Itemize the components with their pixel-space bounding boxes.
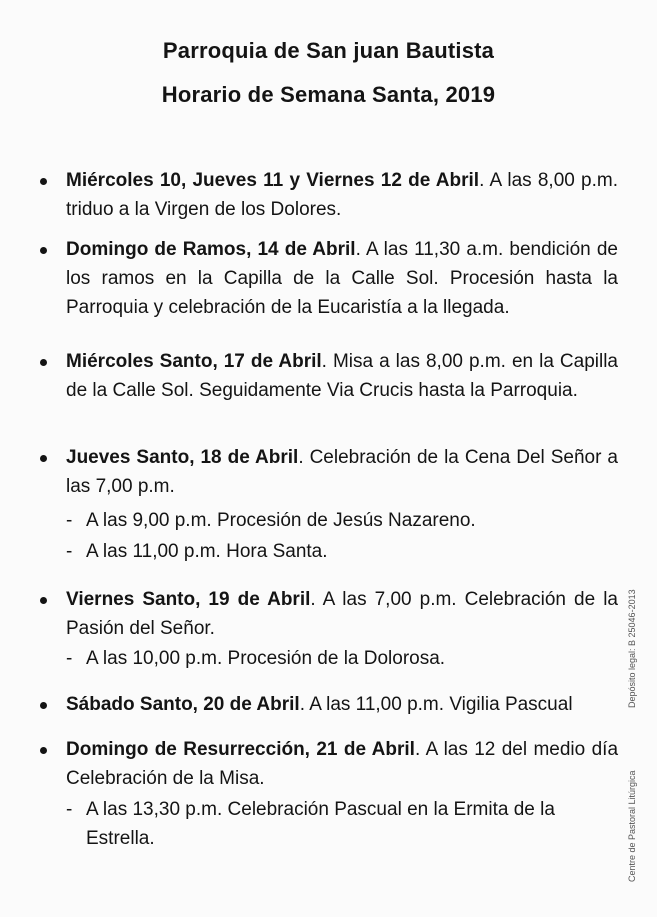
sub-item-text: A las 11,00 p.m. Hora Santa. [86, 541, 328, 562]
page-title: Parroquia de San juan Bautista [162, 38, 495, 63]
dash-marker: - [66, 541, 73, 562]
list-item [66, 235, 618, 322]
item-text: . A las 8,00 p.m. triduo a la Virgen de los Dolores. [66, 170, 618, 220]
sub-item-text: A las 13,30 p.m. Celebración Pascual en la Ermita de la Estrella. [86, 799, 555, 849]
sub-item [66, 506, 618, 535]
list-item [66, 690, 618, 719]
item-heading: Jueves Santo, 18 de Abril [66, 447, 299, 468]
item-heading: Miércoles 10, Jueves 11 y Viernes 12 de Abril [66, 170, 480, 191]
item-text: . A las 11,00 p.m. Vigilia Pascual [299, 694, 573, 715]
sub-item [66, 537, 618, 566]
bullet-icon [40, 178, 47, 185]
bullet-icon [40, 597, 47, 604]
legal-deposit-note: Depósito legal: B 25046-2013 [627, 589, 637, 708]
list-item [66, 166, 618, 224]
item-text: . A las 7,00 p.m. Celebración de la Pasión del Señor. [66, 589, 618, 639]
sub-item-text: A las 9,00 p.m. Procesión de Jesús Nazareno. [86, 510, 476, 531]
item-text: . Misa a las 8,00 p.m. en la Capilla de la Calle Sol. Seguidamente Via Crucis hasta la Parroquia. [66, 351, 618, 401]
dash-marker: - [66, 510, 73, 531]
bullet-icon [40, 359, 47, 366]
bullet-icon [40, 702, 47, 709]
sub-item [66, 644, 618, 673]
bullet-icon [40, 747, 47, 754]
item-text: . A las 11,30 a.m. bendición de los ramos en la Capilla de la Calle Sol. Procesión hasta la Parroquia y celebración de la Eucaristía a la llegada. [66, 239, 618, 318]
dash-marker: - [66, 648, 73, 669]
item-heading: Miércoles Santo, 17 de Abril [66, 351, 322, 372]
publisher-note: Centre de Pastoral Litúrgica [627, 770, 637, 882]
item-heading: Domingo de Ramos, 14 de Abril [66, 239, 356, 260]
sub-item [66, 795, 618, 853]
item-text: . A las 12 del medio día Celebración de la Misa. [66, 739, 619, 789]
item-heading: Domingo de Resurrección, 21 de Abril [66, 739, 415, 760]
page-subtitle: Horario de Semana Santa, 2019 [161, 82, 496, 107]
bullet-icon [40, 247, 47, 254]
item-heading: Viernes Santo, 19 de Abril [66, 589, 311, 610]
item-heading: Sábado Santo, 20 de Abril [66, 694, 300, 715]
dash-marker: - [66, 799, 73, 820]
list-item [66, 347, 618, 405]
list-item [66, 585, 618, 643]
bullet-icon [40, 455, 47, 462]
list-item [66, 443, 618, 501]
sub-item-text: A las 10,00 p.m. Procesión de la Dolorosa. [86, 648, 446, 669]
item-text: . Celebración de la Cena Del Señor a las 7,00 p.m. [66, 447, 618, 497]
list-item [66, 735, 618, 793]
